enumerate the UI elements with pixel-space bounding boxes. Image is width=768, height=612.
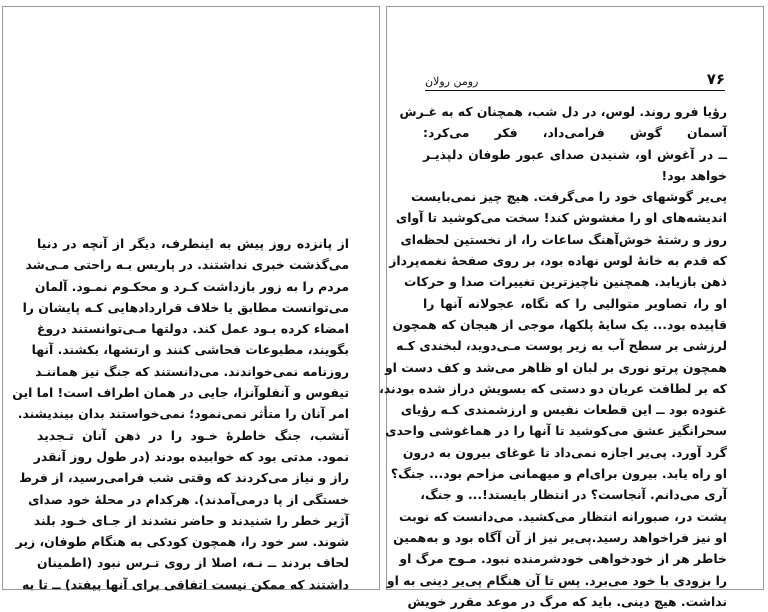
text-line: رؤیا فرو روند. لوس، در دل شب، همچنان که به غـرش [399,104,727,119]
text-line: داشتند که ممکن نیست اتفاقی برای آنها بیفتد) ــ تا به [22,576,349,592]
text-line: آری می‌دانم. آنجاست؟ در انتظار بایستد!... و جنگ، [420,487,727,503]
text-line: شوند. سر خود را، همچون کودکی به هنگام طوفان، زیر [15,534,349,550]
text-line: او نیز فراخواهد رسید.پی‌یر نیز از آن آگاه بود و به‌همین [393,529,727,545]
text-line: آژیر خطر را شنیدند و حاضر نشدند از جـای خـود بلند [33,512,349,528]
text-line: سحرانگیز عشق می‌کوشید تا آنها را در هماغوشی واحدی [385,423,727,439]
text-line: تیفوس و آنفلوآنزا، جایی در همان اطراف است! اما این [12,385,349,401]
right-page [379,6,764,609]
text-line: او را، تصاویر متوالیی را که نگاه، عجولانه آنها را [423,295,727,311]
left-page [2,6,380,590]
text-line: امر آنان را متأثر نمی‌نمود؛ نمی‌خواستند بدان بیندیشند. [17,406,349,422]
text-line: خاطر هر از خودخواهی خودشرمنده نبود. مـوج مرگ او [399,551,727,567]
text-line: نداشت. هیچ دینی. باید که مرگ در موعد مقرر خویش [407,593,727,609]
page-number: ۷۶ [706,70,725,88]
text-line: غنوده بود ــ این قطعات نفیس و ارزشمندی کـه رؤیای [400,402,727,418]
text-line: که قدم به خانهٔ لوس نهاده بود، بر روی صفحهٔ نغمه‌پرداز [389,253,727,269]
text-line: آسمان گوش فرامی‌داد، فکر می‌کرد: [423,125,727,141]
text-line: امضاء کرده بـود عمل کند. دولتها مـی‌توانستند دروغ [37,321,349,337]
text-line: را بزودی با خود می‌برد. پس تا آن هنگام پی‌یر دینی به او [386,572,727,588]
text-line: خستگی از پا درمی‌آمدند). هرکدام در محلهٔ خود صدای [28,491,349,507]
text-line: از پانزده روز پیش به اینطرف، دیگر از آنچه در دنیا [37,236,349,251]
text-line: همچون پرتو نوری بر لبان او ظاهر می‌شد و کف دست او [384,359,727,375]
book-title: رومن رولان [425,75,479,88]
text-line: پشت در، صبورانه انتظار می‌کشید. می‌دانست که نوبت [399,508,727,524]
right-page-body [379,101,727,612]
text-line: نمود. مدتی بود که خوابیده بودند (در طول روز آنقدر [33,448,349,464]
text-line: پی‌یر گوشهای خود را می‌گرفت. هیچ چیز نمی‌بایست [410,189,727,205]
text-line: اندیشه‌های او را مغشوش کند! سخت می‌کوشید تا آوای [395,210,727,226]
text-line: راز و نیاز می‌کردند که وقتی شب فرامی‌رسید، از فرط [19,470,349,486]
text-line: ــ در آغوش او، شنیدن صدای عبور طوفان دلپذیـر [423,146,727,162]
text-line: گرد آورد. پی‌یر اجازه نمی‌داد تا غوغای بیرون به درون [402,444,727,460]
left-page-body [12,233,349,595]
text-line: لرزشی بر سطح آب به زیر پوست مـی‌دوید، لبخندی کـه [396,338,727,354]
text-line: لحاف بردند ــ نـه، اصلا از روی تـرس نبود (اطمینان [37,555,349,571]
text-line: بگویند، مطبوعات فحاشی کنند و ارتشها، بکشند. آنها [31,342,349,358]
text-line: مردم را به زور بازداشت کـرد و محکـوم نمـود. آلمان [34,278,349,294]
text-line: روزنامه نمی‌خواندند. می‌دانستند که جنگ نیز هماننـد [35,363,349,379]
running-head [425,63,725,91]
text-line: آنشب، جنگ خاطرهٔ خـود را در ذهن آنان تـجدید [37,427,349,443]
text-line: می‌گذشت خبری نداشتند. در پاریس بـه راحتی مـی‌شد [25,257,349,273]
text-line: ذهن بازیابد. همچنین ناچیزترین تغییرات صدا و حرکات [403,274,727,290]
text-line: می‌توانست مطابق یا خلاف قراردادهایی کـه پایشان را [22,299,349,315]
text-line: که بر لطافت عریان دو دستی که بسویش دراز شده بودند، [379,380,727,396]
text-line: روز و رشتهٔ خوش‌آهنگ ساعات را، از نخستین لحظه‌ای [400,231,727,247]
text-line: او راه یابد. بیرون برای‌ام و میهمانی مزاحم بود... جنگ؟ [390,466,727,482]
text-line: قاپیده بود... یک سایهٔ پلکها، موجی از هیجان که همچون [392,316,727,332]
text-line: خواهد بود! [661,167,727,183]
